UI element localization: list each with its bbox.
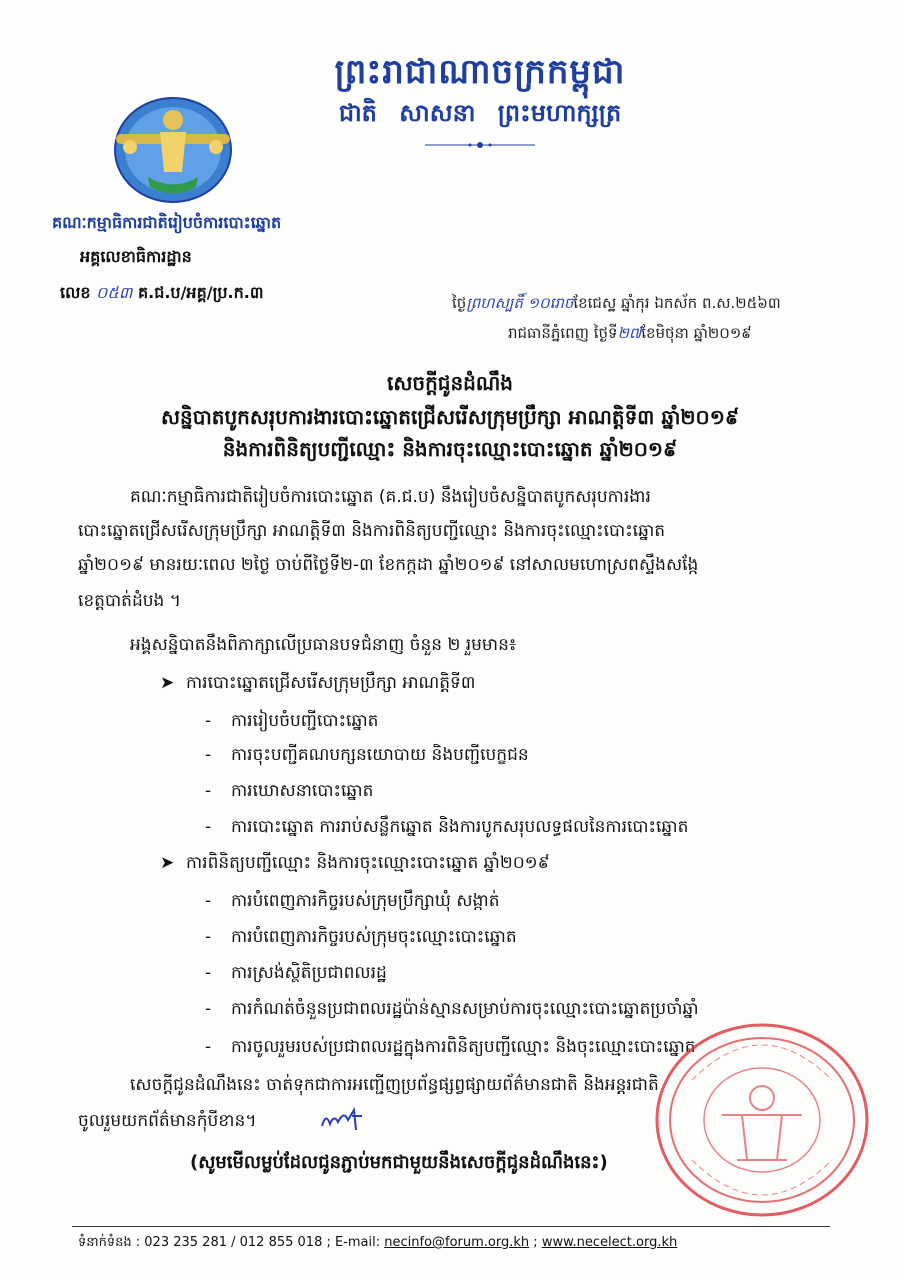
topic-2-label: ការពិនិត្យបញ្ជីឈ្មោះ និងការចុះឈ្មោះបោះឆ្នោត ឆ្នាំ២០១៩ [186,853,550,873]
notice-title: សេចក្តីជូនដំណឹង [387,371,513,395]
para1-line2: បោះឆ្នោតជ្រើសរើសក្រុមប្រឹក្សា អាណត្តិទី៣ និងការពិនិត្យបញ្ជីឈ្មោះ និងការចុះឈ្មោះបោះឆ្នោត [78,521,666,541]
footer-divider [72,1226,830,1227]
notice-subtitle-1: សន្និបាតបូកសរុបការងារបោះឆ្នោតជ្រើសរើសក្រុមប្រឹក្សា អាណត្តិទី៣ ឆ្នាំ២០១៩ [161,405,739,429]
ornament-divider [425,140,535,150]
signature-icon [318,1106,366,1134]
para1-line3: ឆ្នាំ២០១៩ មានរយៈពេល ២ថ្ងៃ ចាប់ពីថ្ងៃទី២-៣ ខែកក្កដា ឆ្នាំ២០១៩ នៅសាលមហោស្រពស្ទឹងសង្កែ [78,555,699,575]
para1-line1: គណៈកម្មាធិការជាតិរៀបចំការបោះឆ្នោត (គ.ជ.ប) នឹងរៀបចំសន្និបាតបូកសរុបការងារ [130,487,651,507]
arrow-bullet-icon: ➤ [160,853,175,873]
official-seal-icon [652,1020,872,1220]
lunar-date-prefix: ថ្ងៃ [452,294,467,312]
contact-label: ទំនាក់ទំនង : 023 235 281 / 012 855 018 ; E-mail: [78,1235,385,1250]
solar-date [508,324,752,346]
arrow-bullet-icon: ➤ [160,673,175,693]
list-item-text: ការបោះឆ្នោត ការរាប់សន្លឹកឆ្នោត និងការបូកសរុបលទ្ធផលនៃការបោះឆ្នោត [231,817,689,837]
list-item: - ការឃោសនាបោះឆ្នោត [205,781,374,801]
para3-line1: សេចក្តីជូនដំណឹងនេះ ចាត់ទុកជាការអញ្ជើញប្រព័ន្ធផ្សព្វផ្សាយព័ត៌មានជាតិ និងអន្តរជាតិ [130,1075,659,1095]
para3-line2: ចូលរួមយកព័ត៌មានកុំបីខាន។ [78,1111,257,1131]
list-item-text: ការបំពេញភារកិច្ចរបស់ក្រុមប្រឹក្សាឃុំ សង្កាត់ [231,891,500,911]
list-item: - ការរៀបចំបញ្ជីបោះឆ្នោត [205,711,379,731]
reference-number [60,282,263,306]
list-item-text: ការឃោសនាបោះឆ្នោត [231,781,374,801]
ref-code: គ.ជ.ប/អគ្គ/ប្រ.ក.៣ [137,283,264,302]
list-item-text: ការចូលរួមរបស់ប្រជាពលរដ្ឋក្នុងការពិនិត្យបញ្ជីឈ្មោះ និងចុះឈ្មោះបោះឆ្នោត [231,1037,696,1057]
topic-1 [160,672,475,697]
footer-contact [78,1234,677,1253]
list-item: - ការបំពេញភារកិច្ចរបស់ក្រុមប្រឹក្សាឃុំ សង្កាត់ [205,891,500,911]
list-item-text: ការបំពេញភារកិច្ចរបស់ក្រុមចុះឈ្មោះបោះឆ្នោត [231,927,517,947]
ref-number-handwritten: ០៥៣ [96,283,133,302]
solar-date-suffix: ខែមិថុនា ឆ្នាំ២០១៩ [641,324,752,342]
national-motto: ជាតិ សាសនា ព្រះមហាក្សត្រ [338,98,622,127]
list-item-text: ការស្រង់ស្ថិតិប្រជាពលរដ្ឋ [231,963,387,983]
list-item: - ការចូលរួមរបស់ប្រជាពលរដ្ឋក្នុងការពិនិត្យបញ្ជីឈ្មោះ និងចុះឈ្មោះបោះឆ្នោត [205,1037,696,1057]
list-item: - ការស្រង់ស្ថិតិប្រជាពលរដ្ឋ [205,963,387,983]
footer-separator: ; [529,1235,542,1250]
list-item-text: ការចុះបញ្ជីគណបក្សនយោបាយ និងបញ្ជីបេក្ខជន [231,745,529,765]
notice-subtitle-2: និងការពិនិត្យបញ្ជីឈ្មោះ និងការចុះឈ្មោះបោះឆ្នោត ឆ្នាំ២០១៩ [222,437,678,461]
ref-label: លេខ [60,283,91,302]
website-link[interactable]: www.necelect.org.kh [541,1235,678,1250]
topic-1-label: ការបោះឆ្នោតជ្រើសរើសក្រុមប្រឹក្សា អាណត្តិទី៣ [186,673,476,693]
nec-emblem-icon [108,92,238,212]
email-link[interactable]: necinfo@forum.org.kh [384,1235,530,1250]
topic-2 [160,852,550,877]
list-item-text: ការកំណត់ចំនួនប្រជាពលរដ្ឋប៉ាន់ស្មានសម្រាប់ការចុះឈ្មោះបោះឆ្នោតប្រចាំឆ្នាំ [231,999,699,1019]
attachment-note: (សូមមើលម្លប់ដែលជូនភ្ជាប់មកជាមួយនឹងសេចក្តីជូនដំណឹងនេះ) [190,1152,608,1173]
list-item: - ការចុះបញ្ជីគណបក្សនយោបាយ និងបញ្ជីបេក្ខជន [205,745,529,765]
list-item: - ការបោះឆ្នោត ការរាប់សន្លឹកឆ្នោត និងការបូកសរុបលទ្ធផលនៃការបោះឆ្នោត [205,817,689,837]
para1-line4: ខេត្តបាត់ដំបង ។ [78,591,181,611]
lunar-date-handwritten: ព្រហស្បតិ៍ ១០រោច [466,294,574,312]
lunar-date [452,294,781,316]
list-item: - ការកំណត់ចំនួនប្រជាពលរដ្ឋប៉ាន់ស្មានសម្រាប់ការចុះឈ្មោះបោះឆ្នោតប្រចាំឆ្នាំ [205,999,699,1019]
para2: អង្គសន្និបាតនឹងពិភាក្សាលើប្រធានបទជំនាញ ចំនួន ២ រួមមាន៖ [130,635,517,655]
list-item-text: ការរៀបចំបញ្ជីបោះឆ្នោត [231,711,379,731]
list-item: - ការបំពេញភារកិច្ចរបស់ក្រុមចុះឈ្មោះបោះឆ្នោត [205,927,517,947]
solar-date-handwritten: ២៧ [617,324,642,342]
lunar-date-suffix: ខែជេស្ឋ ឆ្នាំកុរ ឯកស័ក ព.ស.២៥៦៣ [573,294,781,312]
department-name: អគ្គលេខាធិការដ្ឋាន [80,247,192,266]
organization-name: គណៈកម្មាធិការជាតិរៀបចំការបោះឆ្នោត [52,213,282,232]
solar-date-prefix: រាជធានីភ្នំពេញ ថ្ងៃទី [508,324,618,342]
kingdom-title: ព្រះរាជាណាចក្រកម្ពុជា [334,52,626,92]
